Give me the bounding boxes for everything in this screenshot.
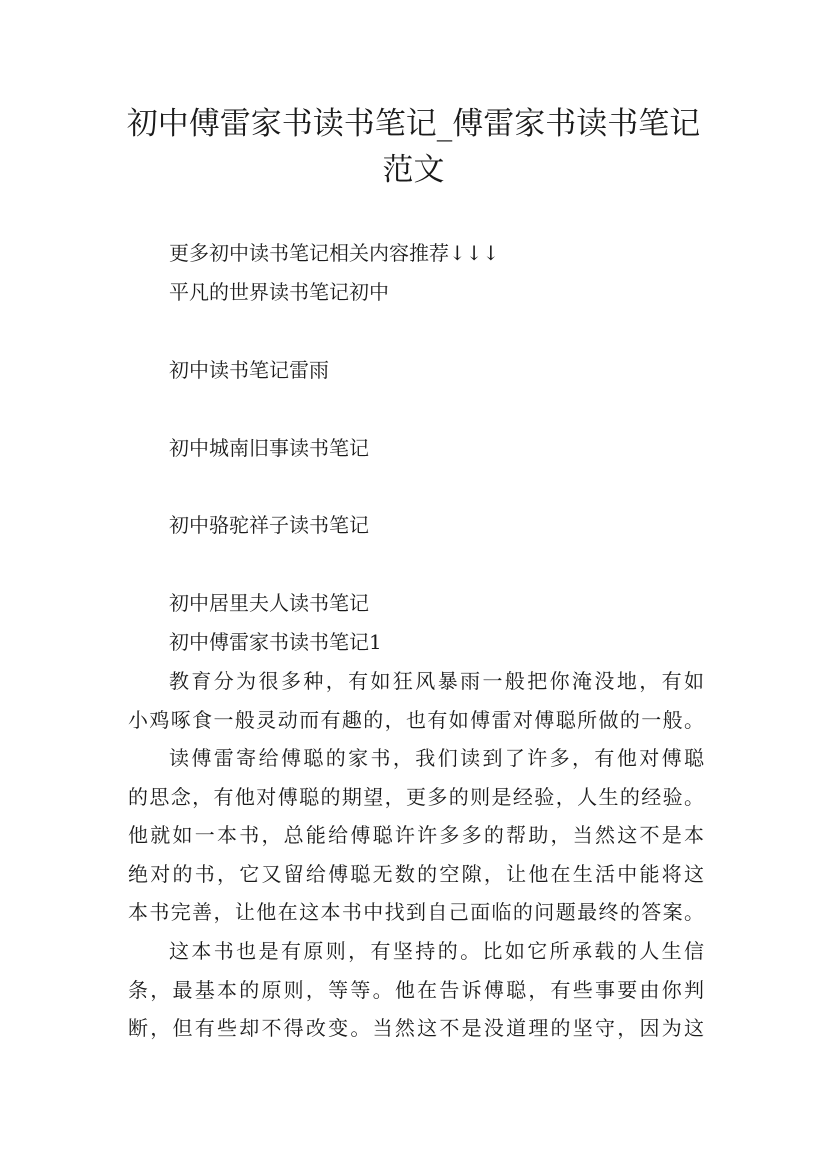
recommend-link-3[interactable]: 初中城南旧事读书笔记 [169,436,369,460]
paragraph-line: 读傅雷寄给傅聪的家书，我们读到了许多，有他对傅聪 [169,746,704,770]
paragraph-line: 断，但有些却不得改变。当然这不是没道理的坚守，因为这 [128,1016,704,1040]
recommend-link-1[interactable]: 平凡的世界读书笔记初中 [169,280,389,304]
paragraph-line: 他就如一本书，总能给傅聪许许多多的帮助，当然这不是本 [128,823,704,847]
paragraph-2 [128,739,704,932]
title-line-2: 范文 [382,152,445,188]
recommend-header: 更多初中读书笔记相关内容推荐↓↓↓ [169,241,500,265]
paragraph-3 [128,932,704,1048]
paragraph-line: 条，最基本的原则，等等。他在告诉傅聪，有些事要由你判 [128,977,704,1002]
paragraph-line: 这本书也是有原则，有坚持的。比如它所承载的人生信 [169,939,704,963]
section-heading: 初中傅雷家书读书笔记1 [169,630,382,654]
recommend-link-5[interactable]: 初中居里夫人读书笔记 [169,591,369,615]
recommend-link-2[interactable]: 初中读书笔记雷雨 [169,358,329,382]
paragraph-line: 的思念，有他对傅聪的期望，更多的则是经验，人生的经验。 [128,784,704,809]
recommend-link-4[interactable]: 初中骆驼祥子读书笔记 [169,513,369,537]
document-title [110,101,717,193]
paragraph-1 [128,662,704,739]
paragraph-line: 小鸡啄食一般灵动而有趣的，也有如傅雷对傅聪所做的一般。 [128,707,704,732]
paragraph-line: 教育分为很多种，有如狂风暴雨一般把你淹没地，有如 [169,669,704,693]
paragraph-line: 本书完善，让他在这本书中找到自己面临的问题最终的答案。 [128,900,704,924]
paragraph-line: 绝对的书，它又留给傅聪无数的空隙，让他在生活中能将这 [128,861,704,886]
title-line-1: 初中傅雷家书读书笔记_傅雷家书读书笔记 [126,106,701,142]
